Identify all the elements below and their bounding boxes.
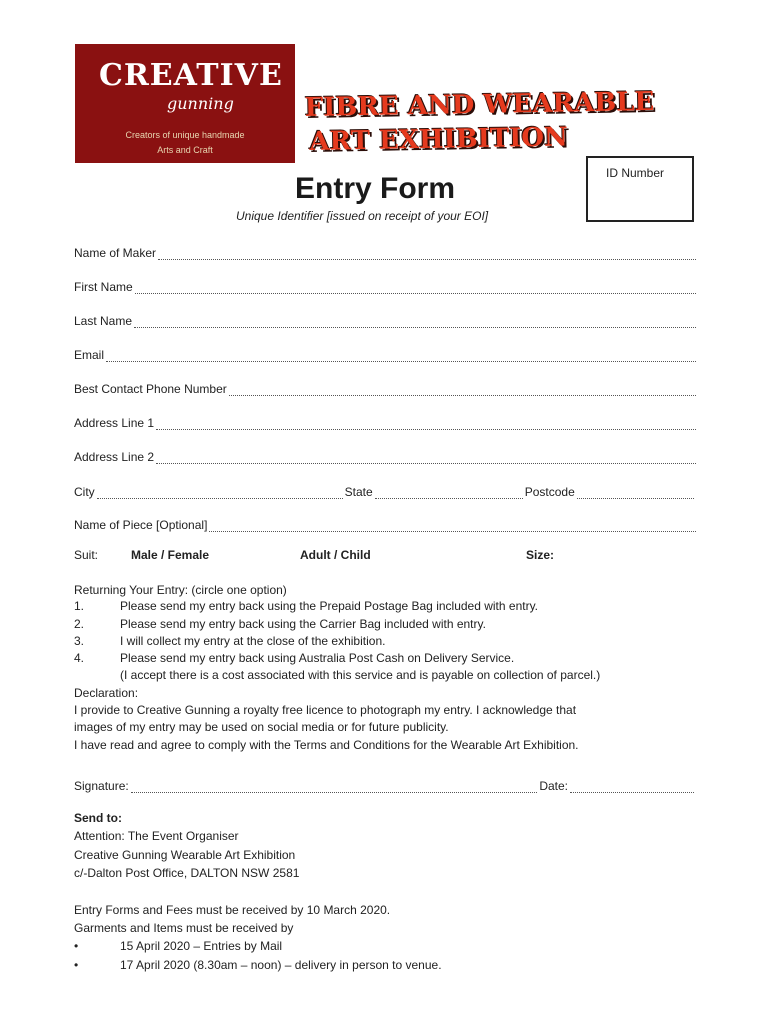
state-line[interactable] bbox=[375, 486, 523, 499]
option-number: 1. bbox=[74, 599, 85, 613]
name-of-maker-field[interactable] bbox=[74, 242, 696, 260]
age-option[interactable]: Adult / Child bbox=[300, 548, 371, 562]
name-of-maker-line[interactable] bbox=[158, 247, 696, 260]
bullet-mark: • bbox=[74, 958, 79, 972]
banner-line-1: FIBRE AND WEARABLE bbox=[304, 86, 655, 124]
signature-label: Signature: bbox=[74, 779, 129, 793]
page-title: Entry Form bbox=[295, 172, 456, 205]
logo-tagline-1: Creators of unique handmade bbox=[125, 130, 245, 140]
return-option-4-note: (I accept there is a cost associated with this service and is payable on collection of parcel.) bbox=[120, 668, 601, 682]
state-label: State bbox=[344, 485, 373, 499]
last-name-line[interactable] bbox=[134, 315, 696, 328]
name-of-piece-line[interactable] bbox=[209, 519, 696, 532]
logo-brand: CREATIVE bbox=[99, 58, 283, 93]
return-option-1[interactable]: Please send my entry back using the Prepaid Postage Bag included with entry. bbox=[120, 599, 539, 613]
signature-line[interactable] bbox=[131, 780, 538, 793]
declaration-line-3: I have read and agree to comply with the Terms and Conditions for the Wearable Art Exhibition. bbox=[74, 738, 579, 752]
option-number: 3. bbox=[74, 634, 85, 648]
deadline-bullet-2: 17 April 2020 (8.30am – noon) – delivery in person to venue. bbox=[120, 958, 442, 972]
date-line[interactable] bbox=[570, 780, 694, 793]
first-name-label: First Name bbox=[74, 280, 133, 294]
email-line[interactable] bbox=[106, 349, 696, 362]
suit-label: Suit: bbox=[74, 548, 99, 562]
address-line-1-field[interactable] bbox=[74, 412, 696, 430]
date-label: Date: bbox=[539, 779, 568, 793]
returning-heading: Returning Your Entry: (circle one option) bbox=[74, 583, 287, 597]
name-of-piece-field[interactable] bbox=[74, 514, 696, 532]
phone-line[interactable] bbox=[229, 383, 696, 396]
deadline-line-1: Entry Forms and Fees must be received by 10 March 2020. bbox=[74, 903, 391, 917]
phone-label: Best Contact Phone Number bbox=[74, 382, 227, 396]
send-to-line-3: c/-Dalton Post Office, DALTON NSW 2581 bbox=[74, 866, 300, 880]
id-number-label: ID Number bbox=[606, 166, 665, 180]
city-line[interactable] bbox=[97, 486, 343, 499]
first-name-line[interactable] bbox=[135, 281, 696, 294]
option-number: 2. bbox=[74, 617, 85, 631]
gender-option[interactable]: Male / Female bbox=[131, 548, 210, 562]
return-option-4[interactable]: Please send my entry back using Australia Post Cash on Delivery Service. bbox=[120, 651, 515, 665]
last-name-field[interactable] bbox=[74, 310, 696, 328]
email-field[interactable] bbox=[74, 344, 696, 362]
logo-tagline-2: Arts and Craft bbox=[157, 145, 213, 155]
address-line-1-label: Address Line 1 bbox=[74, 416, 155, 430]
page-subtitle: Unique Identifier [issued on receipt of your EOI] bbox=[236, 209, 489, 223]
email-label: Email bbox=[74, 348, 105, 362]
address-line-2-line[interactable] bbox=[156, 451, 696, 464]
address-line-1-line[interactable] bbox=[156, 417, 696, 430]
deadline-line-2: Garments and Items must be received by bbox=[74, 921, 294, 935]
first-name-field[interactable] bbox=[74, 276, 696, 294]
send-to-heading: Send to: bbox=[74, 811, 122, 825]
creative-gunning-logo bbox=[75, 44, 295, 163]
send-to-line-1: Attention: The Event Organiser bbox=[74, 829, 239, 843]
postcode-line[interactable] bbox=[577, 486, 694, 499]
exhibition-banner bbox=[304, 85, 655, 159]
address-line-2-field[interactable] bbox=[74, 446, 696, 464]
declaration-heading: Declaration: bbox=[74, 686, 139, 700]
city-state-postcode-row bbox=[74, 481, 696, 499]
city-label: City bbox=[74, 485, 95, 499]
return-option-3[interactable]: I will collect my entry at the close of the exhibition. bbox=[120, 634, 386, 648]
deadline-bullet-1: 15 April 2020 – Entries by Mail bbox=[120, 939, 283, 953]
declaration-line-1: I provide to Creative Gunning a royalty free licence to photograph my entry. I acknowledge that bbox=[74, 703, 577, 717]
signature-row bbox=[74, 775, 696, 793]
id-number-box[interactable] bbox=[586, 156, 694, 222]
declaration-line-2: images of my entry may be used on social media or for future publicity. bbox=[74, 720, 449, 734]
banner-line-2: ART EXHIBITION bbox=[309, 122, 569, 157]
bullet-mark: • bbox=[74, 939, 79, 953]
send-to-line-2: Creative Gunning Wearable Art Exhibition bbox=[74, 848, 296, 862]
name-of-piece-label: Name of Piece [Optional] bbox=[74, 518, 208, 532]
last-name-label: Last Name bbox=[74, 314, 133, 328]
option-number: 4. bbox=[74, 651, 85, 665]
postcode-label: Postcode bbox=[524, 485, 575, 499]
logo-sub: gunning bbox=[167, 94, 234, 113]
phone-field[interactable] bbox=[74, 378, 696, 396]
return-option-2[interactable]: Please send my entry back using the Carrier Bag included with entry. bbox=[120, 617, 486, 631]
size-label: Size: bbox=[526, 548, 555, 562]
address-line-2-label: Address Line 2 bbox=[74, 450, 155, 464]
name-of-maker-label: Name of Maker bbox=[74, 246, 157, 260]
